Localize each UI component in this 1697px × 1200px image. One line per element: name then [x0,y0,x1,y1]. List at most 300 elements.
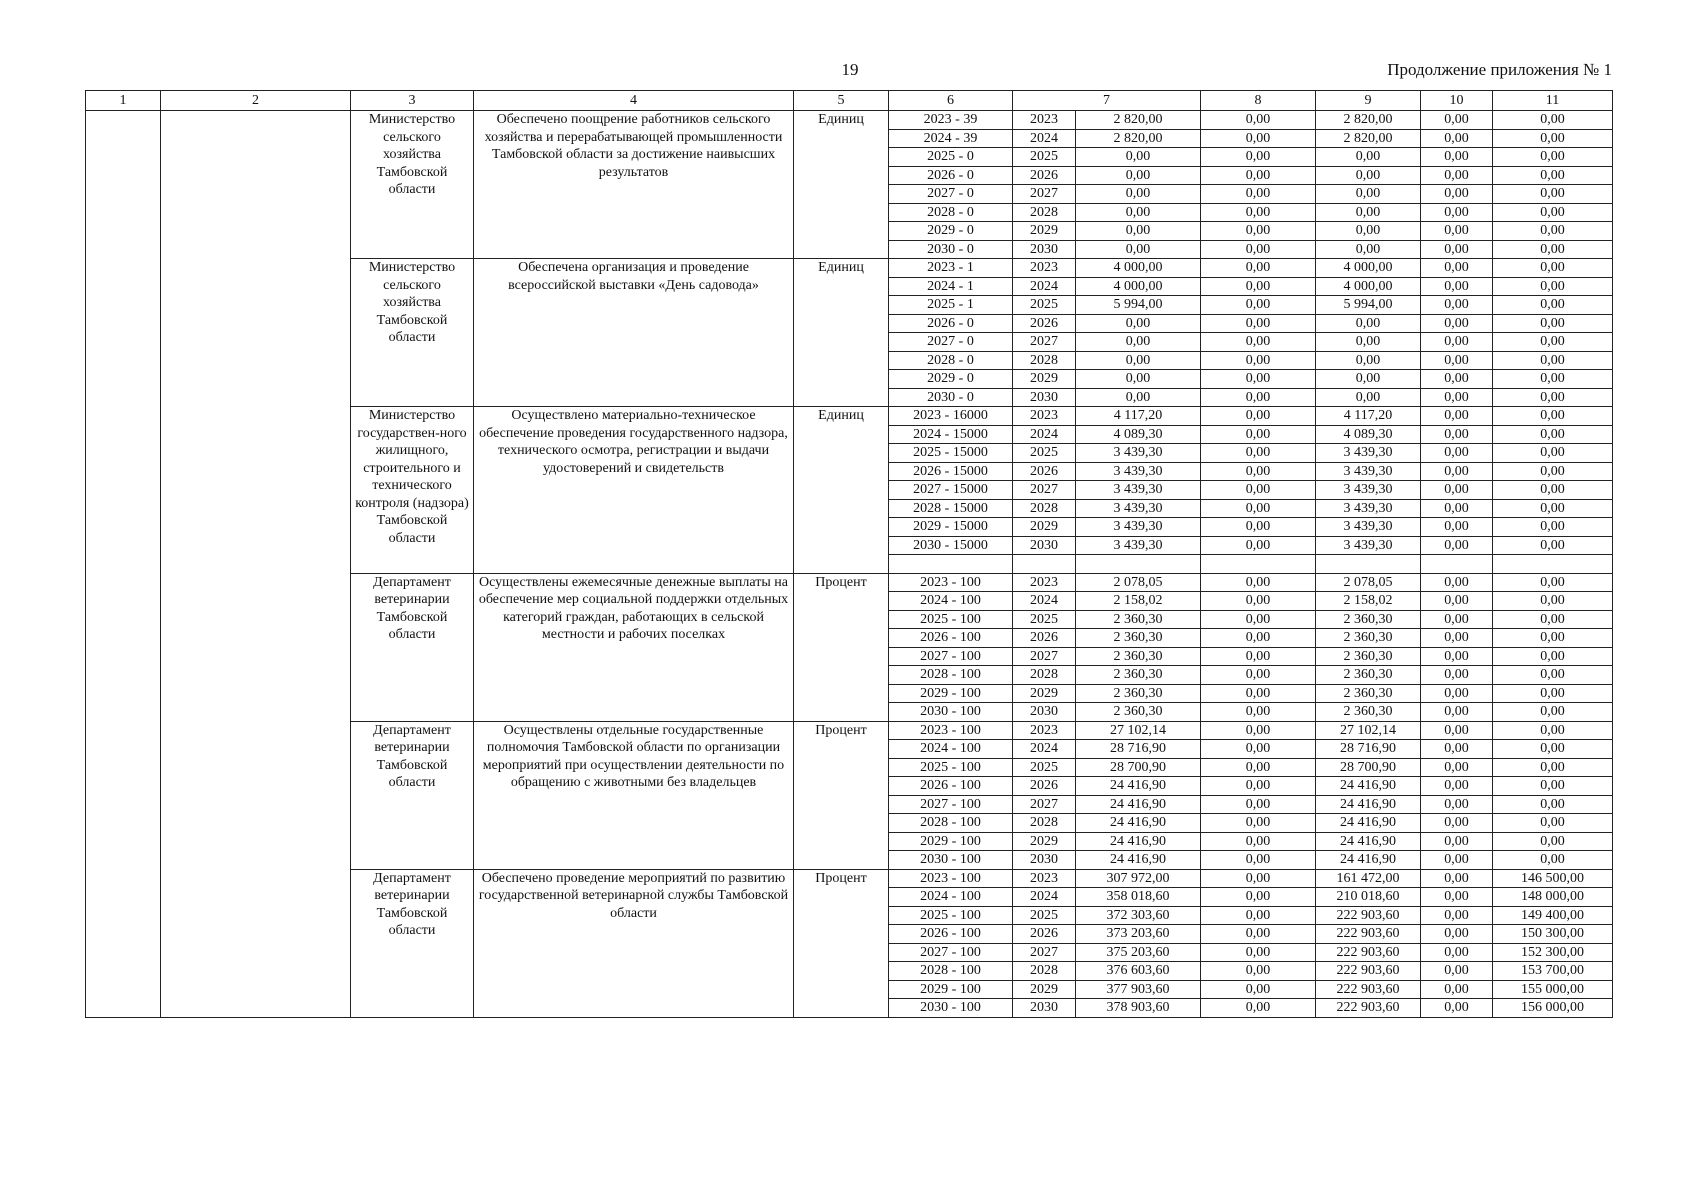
total-amount-cell: 24 416,90 [1076,851,1201,870]
total-amount-cell: 4 117,20 [1076,407,1201,426]
federal-amount-cell: 0,00 [1201,185,1316,204]
local-amount-cell: 0,00 [1421,666,1493,685]
total-amount-cell: 0,00 [1076,333,1201,352]
local-amount-cell: 0,00 [1421,703,1493,722]
regional-amount-cell: 24 416,90 [1316,814,1421,833]
indicator-value-cell: 2025 - 100 [889,610,1013,629]
total-amount-cell: 3 439,30 [1076,462,1201,481]
extrabudget-amount-cell: 0,00 [1493,388,1613,407]
year-cell: 2028 [1013,814,1076,833]
federal-amount-cell: 0,00 [1201,869,1316,888]
federal-amount-cell: 0,00 [1201,314,1316,333]
agency-cell: Департамент ветеринарии Тамбовской области [351,573,474,721]
year-cell: 2029 [1013,832,1076,851]
federal-amount-cell: 0,00 [1201,795,1316,814]
indicator-value-cell: 2023 - 100 [889,721,1013,740]
regional-amount-cell: 0,00 [1316,388,1421,407]
local-amount-cell: 0,00 [1421,962,1493,981]
federal-amount-cell: 0,00 [1201,610,1316,629]
indicator-value-cell: 2029 - 0 [889,370,1013,389]
local-amount-cell: 0,00 [1421,684,1493,703]
extrabudget-amount-cell: 0,00 [1493,573,1613,592]
year-cell: 2023 [1013,407,1076,426]
total-amount-cell: 2 360,30 [1076,647,1201,666]
extrabudget-amount-cell: 0,00 [1493,758,1613,777]
local-amount-cell: 0,00 [1421,573,1493,592]
year-cell: 2030 [1013,703,1076,722]
regional-amount-cell: 24 416,90 [1316,851,1421,870]
regional-amount-cell: 222 903,60 [1316,906,1421,925]
regional-amount-cell: 2 360,30 [1316,703,1421,722]
extrabudget-amount-cell: 0,00 [1493,166,1613,185]
regional-amount-cell: 0,00 [1316,203,1421,222]
extrabudget-amount-cell: 155 000,00 [1493,980,1613,999]
federal-amount-cell: 0,00 [1201,444,1316,463]
year-cell: 2030 [1013,851,1076,870]
extrabudget-amount-cell: 152 300,00 [1493,943,1613,962]
local-amount-cell: 0,00 [1421,869,1493,888]
federal-amount-cell: 0,00 [1201,758,1316,777]
total-amount-cell: 4 000,00 [1076,259,1201,278]
local-amount-cell: 0,00 [1421,647,1493,666]
year-cell: 2024 [1013,129,1076,148]
total-amount-cell: 2 078,05 [1076,573,1201,592]
total-amount-cell: 2 360,30 [1076,684,1201,703]
federal-amount-cell: 0,00 [1201,407,1316,426]
year-cell: 2028 [1013,666,1076,685]
local-amount-cell: 0,00 [1421,370,1493,389]
regional-amount-cell: 161 472,00 [1316,869,1421,888]
federal-amount-cell: 0,00 [1201,592,1316,611]
extrabudget-amount-cell: 0,00 [1493,129,1613,148]
regional-amount-cell: 2 360,30 [1316,666,1421,685]
year-cell: 2027 [1013,795,1076,814]
regional-amount-cell: 0,00 [1316,185,1421,204]
federal-amount-cell: 0,00 [1201,814,1316,833]
empty-cell [1493,555,1613,574]
federal-amount-cell: 0,00 [1201,148,1316,167]
year-cell: 2027 [1013,943,1076,962]
federal-amount-cell: 0,00 [1201,499,1316,518]
federal-amount-cell: 0,00 [1201,277,1316,296]
local-amount-cell: 0,00 [1421,425,1493,444]
total-amount-cell: 2 158,02 [1076,592,1201,611]
local-amount-cell: 0,00 [1421,536,1493,555]
extrabudget-amount-cell: 0,00 [1493,481,1613,500]
indicator-value-cell: 2030 - 0 [889,388,1013,407]
total-amount-cell: 28 716,90 [1076,740,1201,759]
indicator-value-cell: 2025 - 100 [889,906,1013,925]
empty-cell [889,555,1013,574]
indicator-value-cell: 2024 - 1 [889,277,1013,296]
local-amount-cell: 0,00 [1421,111,1493,130]
federal-amount-cell: 0,00 [1201,962,1316,981]
total-amount-cell: 4 000,00 [1076,277,1201,296]
extrabudget-amount-cell: 0,00 [1493,444,1613,463]
federal-amount-cell: 0,00 [1201,888,1316,907]
indicator-value-cell: 2023 - 39 [889,111,1013,130]
local-amount-cell: 0,00 [1421,259,1493,278]
extrabudget-amount-cell: 0,00 [1493,222,1613,241]
federal-amount-cell: 0,00 [1201,351,1316,370]
extrabudget-amount-cell: 149 400,00 [1493,906,1613,925]
total-amount-cell: 372 303,60 [1076,906,1201,925]
col-header-1: 1 [86,91,161,111]
local-amount-cell: 0,00 [1421,333,1493,352]
year-cell: 2026 [1013,314,1076,333]
regional-amount-cell: 0,00 [1316,370,1421,389]
total-amount-cell: 3 439,30 [1076,499,1201,518]
total-amount-cell: 378 903,60 [1076,999,1201,1018]
extrabudget-amount-cell: 0,00 [1493,259,1613,278]
year-cell: 2025 [1013,444,1076,463]
empty-cell [1316,555,1421,574]
column-number-row [86,91,1613,111]
total-amount-cell: 373 203,60 [1076,925,1201,944]
federal-amount-cell: 0,00 [1201,370,1316,389]
local-amount-cell: 0,00 [1421,906,1493,925]
appendix-table [85,90,1613,1018]
indicator-value-cell: 2030 - 15000 [889,536,1013,555]
col1-cell [86,111,161,1018]
indicator-value-cell: 2030 - 0 [889,240,1013,259]
year-cell: 2025 [1013,610,1076,629]
indicator-value-cell: 2024 - 100 [889,888,1013,907]
regional-amount-cell: 3 439,30 [1316,536,1421,555]
total-amount-cell: 0,00 [1076,203,1201,222]
local-amount-cell: 0,00 [1421,888,1493,907]
local-amount-cell: 0,00 [1421,795,1493,814]
regional-amount-cell: 2 820,00 [1316,111,1421,130]
agency-cell: Министерство сельского хозяйства Тамбовской области [351,259,474,407]
indicator-value-cell: 2028 - 100 [889,814,1013,833]
regional-amount-cell: 0,00 [1316,222,1421,241]
extrabudget-amount-cell: 0,00 [1493,795,1613,814]
federal-amount-cell: 0,00 [1201,999,1316,1018]
year-cell: 2024 [1013,592,1076,611]
indicator-value-cell: 2025 - 1 [889,296,1013,315]
total-amount-cell: 307 972,00 [1076,869,1201,888]
regional-amount-cell: 2 078,05 [1316,573,1421,592]
regional-amount-cell: 222 903,60 [1316,925,1421,944]
regional-amount-cell: 4 000,00 [1316,277,1421,296]
local-amount-cell: 0,00 [1421,388,1493,407]
federal-amount-cell: 0,00 [1201,111,1316,130]
year-cell: 2024 [1013,888,1076,907]
federal-amount-cell: 0,00 [1201,259,1316,278]
year-cell: 2023 [1013,111,1076,130]
indicator-value-cell: 2023 - 16000 [889,407,1013,426]
indicator-value-cell: 2026 - 100 [889,629,1013,648]
indicator-value-cell: 2023 - 1 [889,259,1013,278]
col-header-2: 2 [161,91,351,111]
extrabudget-amount-cell: 0,00 [1493,647,1613,666]
year-cell: 2025 [1013,148,1076,167]
regional-amount-cell: 28 700,90 [1316,758,1421,777]
federal-amount-cell: 0,00 [1201,906,1316,925]
indicator-value-cell: 2023 - 100 [889,869,1013,888]
local-amount-cell: 0,00 [1421,222,1493,241]
year-cell: 2024 [1013,425,1076,444]
year-cell: 2023 [1013,259,1076,278]
year-cell: 2026 [1013,777,1076,796]
col2-cell [161,111,351,1018]
total-amount-cell: 358 018,60 [1076,888,1201,907]
unit-cell: Процент [794,573,889,721]
local-amount-cell: 0,00 [1421,314,1493,333]
indicator-value-cell: 2027 - 100 [889,647,1013,666]
col-header-7: 7 [1013,91,1201,111]
local-amount-cell: 0,00 [1421,462,1493,481]
year-cell: 2024 [1013,740,1076,759]
indicator-value-cell: 2026 - 100 [889,777,1013,796]
total-amount-cell: 3 439,30 [1076,518,1201,537]
total-amount-cell: 2 360,30 [1076,703,1201,722]
local-amount-cell: 0,00 [1421,832,1493,851]
indicator-value-cell: 2027 - 100 [889,943,1013,962]
total-amount-cell: 0,00 [1076,148,1201,167]
year-cell: 2027 [1013,185,1076,204]
col-header-9: 9 [1316,91,1421,111]
extrabudget-amount-cell: 0,00 [1493,462,1613,481]
extrabudget-amount-cell: 0,00 [1493,407,1613,426]
regional-amount-cell: 0,00 [1316,333,1421,352]
year-cell: 2026 [1013,166,1076,185]
year-cell: 2028 [1013,962,1076,981]
agency-cell: Департамент ветеринарии Тамбовской области [351,721,474,869]
federal-amount-cell: 0,00 [1201,721,1316,740]
federal-amount-cell: 0,00 [1201,462,1316,481]
federal-amount-cell: 0,00 [1201,851,1316,870]
year-cell: 2027 [1013,647,1076,666]
regional-amount-cell: 3 439,30 [1316,444,1421,463]
extrabudget-amount-cell: 0,00 [1493,851,1613,870]
federal-amount-cell: 0,00 [1201,425,1316,444]
extrabudget-amount-cell: 0,00 [1493,351,1613,370]
local-amount-cell: 0,00 [1421,166,1493,185]
col-header-11: 11 [1493,91,1613,111]
year-cell: 2029 [1013,370,1076,389]
federal-amount-cell: 0,00 [1201,333,1316,352]
extrabudget-amount-cell: 146 500,00 [1493,869,1613,888]
federal-amount-cell: 0,00 [1201,980,1316,999]
local-amount-cell: 0,00 [1421,481,1493,500]
regional-amount-cell: 4 089,30 [1316,425,1421,444]
extrabudget-amount-cell: 0,00 [1493,333,1613,352]
indicator-value-cell: 2026 - 15000 [889,462,1013,481]
year-cell: 2030 [1013,999,1076,1018]
regional-amount-cell: 28 716,90 [1316,740,1421,759]
local-amount-cell: 0,00 [1421,499,1493,518]
total-amount-cell: 0,00 [1076,185,1201,204]
continuation-label: Продолжение приложения № 1 [1387,60,1612,79]
federal-amount-cell: 0,00 [1201,166,1316,185]
indicator-value-cell: 2025 - 0 [889,148,1013,167]
extrabudget-amount-cell: 0,00 [1493,314,1613,333]
regional-amount-cell: 2 360,30 [1316,647,1421,666]
total-amount-cell: 24 416,90 [1076,795,1201,814]
indicator-value-cell: 2027 - 0 [889,333,1013,352]
total-amount-cell: 28 700,90 [1076,758,1201,777]
col-header-5: 5 [794,91,889,111]
federal-amount-cell: 0,00 [1201,129,1316,148]
year-cell: 2029 [1013,222,1076,241]
indicator-value-cell: 2028 - 0 [889,351,1013,370]
indicator-value-cell: 2029 - 15000 [889,518,1013,537]
table-row [86,111,1613,130]
total-amount-cell: 376 603,60 [1076,962,1201,981]
unit-cell: Единиц [794,407,889,574]
empty-cell [1013,555,1076,574]
total-amount-cell: 3 439,30 [1076,536,1201,555]
federal-amount-cell: 0,00 [1201,647,1316,666]
total-amount-cell: 3 439,30 [1076,481,1201,500]
year-cell: 2027 [1013,333,1076,352]
regional-amount-cell: 2 820,00 [1316,129,1421,148]
col-header-3: 3 [351,91,474,111]
year-cell: 2024 [1013,277,1076,296]
local-amount-cell: 0,00 [1421,129,1493,148]
year-cell: 2029 [1013,518,1076,537]
extrabudget-amount-cell: 0,00 [1493,536,1613,555]
year-cell: 2030 [1013,536,1076,555]
year-cell: 2026 [1013,925,1076,944]
extrabudget-amount-cell: 0,00 [1493,814,1613,833]
extrabudget-amount-cell: 0,00 [1493,777,1613,796]
total-amount-cell: 2 360,30 [1076,629,1201,648]
extrabudget-amount-cell: 0,00 [1493,703,1613,722]
total-amount-cell: 2 360,30 [1076,666,1201,685]
indicator-value-cell: 2024 - 100 [889,592,1013,611]
local-amount-cell: 0,00 [1421,444,1493,463]
regional-amount-cell: 24 416,90 [1316,832,1421,851]
local-amount-cell: 0,00 [1421,777,1493,796]
unit-cell: Процент [794,869,889,1017]
extrabudget-amount-cell: 0,00 [1493,370,1613,389]
regional-amount-cell: 222 903,60 [1316,980,1421,999]
year-cell: 2026 [1013,629,1076,648]
year-cell: 2029 [1013,684,1076,703]
total-amount-cell: 5 994,00 [1076,296,1201,315]
local-amount-cell: 0,00 [1421,185,1493,204]
indicator-value-cell: 2026 - 100 [889,925,1013,944]
indicator-value-cell: 2027 - 0 [889,185,1013,204]
local-amount-cell: 0,00 [1421,203,1493,222]
agency-cell: Департамент ветеринарии Тамбовской области [351,869,474,1017]
year-cell: 2027 [1013,481,1076,500]
local-amount-cell: 0,00 [1421,980,1493,999]
extrabudget-amount-cell: 0,00 [1493,721,1613,740]
extrabudget-amount-cell: 0,00 [1493,296,1613,315]
description-cell: Обеспечено проведение мероприятий по развитию государственной ветеринарной службы Тамбовской области [474,869,794,1017]
federal-amount-cell: 0,00 [1201,740,1316,759]
indicator-value-cell: 2028 - 100 [889,666,1013,685]
total-amount-cell: 24 416,90 [1076,777,1201,796]
local-amount-cell: 0,00 [1421,296,1493,315]
extrabudget-amount-cell: 0,00 [1493,629,1613,648]
indicator-value-cell: 2023 - 100 [889,573,1013,592]
local-amount-cell: 0,00 [1421,592,1493,611]
regional-amount-cell: 0,00 [1316,314,1421,333]
extrabudget-amount-cell: 0,00 [1493,148,1613,167]
indicator-value-cell: 2029 - 0 [889,222,1013,241]
local-amount-cell: 0,00 [1421,999,1493,1018]
indicator-value-cell: 2028 - 0 [889,203,1013,222]
local-amount-cell: 0,00 [1421,351,1493,370]
extrabudget-amount-cell: 0,00 [1493,740,1613,759]
federal-amount-cell: 0,00 [1201,203,1316,222]
local-amount-cell: 0,00 [1421,240,1493,259]
indicator-value-cell: 2026 - 0 [889,166,1013,185]
extrabudget-amount-cell: 0,00 [1493,185,1613,204]
empty-cell [1201,555,1316,574]
federal-amount-cell: 0,00 [1201,666,1316,685]
regional-amount-cell: 222 903,60 [1316,962,1421,981]
regional-amount-cell: 2 360,30 [1316,629,1421,648]
total-amount-cell: 0,00 [1076,370,1201,389]
local-amount-cell: 0,00 [1421,740,1493,759]
federal-amount-cell: 0,00 [1201,240,1316,259]
empty-cell [1076,555,1201,574]
local-amount-cell: 0,00 [1421,148,1493,167]
total-amount-cell: 0,00 [1076,351,1201,370]
local-amount-cell: 0,00 [1421,518,1493,537]
indicator-value-cell: 2027 - 15000 [889,481,1013,500]
indicator-value-cell: 2025 - 15000 [889,444,1013,463]
total-amount-cell: 0,00 [1076,166,1201,185]
page-number: 19 [841,60,859,79]
regional-amount-cell: 222 903,60 [1316,943,1421,962]
local-amount-cell: 0,00 [1421,629,1493,648]
year-cell: 2023 [1013,869,1076,888]
regional-amount-cell: 24 416,90 [1316,795,1421,814]
federal-amount-cell: 0,00 [1201,777,1316,796]
indicator-value-cell: 2024 - 15000 [889,425,1013,444]
indicator-value-cell: 2028 - 100 [889,962,1013,981]
federal-amount-cell: 0,00 [1201,573,1316,592]
extrabudget-amount-cell: 0,00 [1493,499,1613,518]
year-cell: 2025 [1013,296,1076,315]
regional-amount-cell: 0,00 [1316,351,1421,370]
total-amount-cell: 4 089,30 [1076,425,1201,444]
col-header-8: 8 [1201,91,1316,111]
extrabudget-amount-cell: 0,00 [1493,832,1613,851]
indicator-value-cell: 2026 - 0 [889,314,1013,333]
indicator-value-cell: 2024 - 100 [889,740,1013,759]
extrabudget-amount-cell: 156 000,00 [1493,999,1613,1018]
total-amount-cell: 27 102,14 [1076,721,1201,740]
year-cell: 2023 [1013,721,1076,740]
regional-amount-cell: 3 439,30 [1316,499,1421,518]
total-amount-cell: 2 360,30 [1076,610,1201,629]
total-amount-cell: 2 820,00 [1076,111,1201,130]
extrabudget-amount-cell: 0,00 [1493,111,1613,130]
regional-amount-cell: 210 018,60 [1316,888,1421,907]
agency-cell: Министерство сельского хозяйства Тамбовской области [351,111,474,259]
regional-amount-cell: 2 360,30 [1316,610,1421,629]
regional-amount-cell: 5 994,00 [1316,296,1421,315]
local-amount-cell: 0,00 [1421,721,1493,740]
year-cell: 2029 [1013,980,1076,999]
federal-amount-cell: 0,00 [1201,536,1316,555]
local-amount-cell: 0,00 [1421,925,1493,944]
total-amount-cell: 0,00 [1076,222,1201,241]
extrabudget-amount-cell: 0,00 [1493,666,1613,685]
total-amount-cell: 0,00 [1076,388,1201,407]
year-cell: 2028 [1013,499,1076,518]
extrabudget-amount-cell: 0,00 [1493,684,1613,703]
description-cell: Обеспечена организация и проведение всероссийской выставки «День садовода» [474,259,794,407]
